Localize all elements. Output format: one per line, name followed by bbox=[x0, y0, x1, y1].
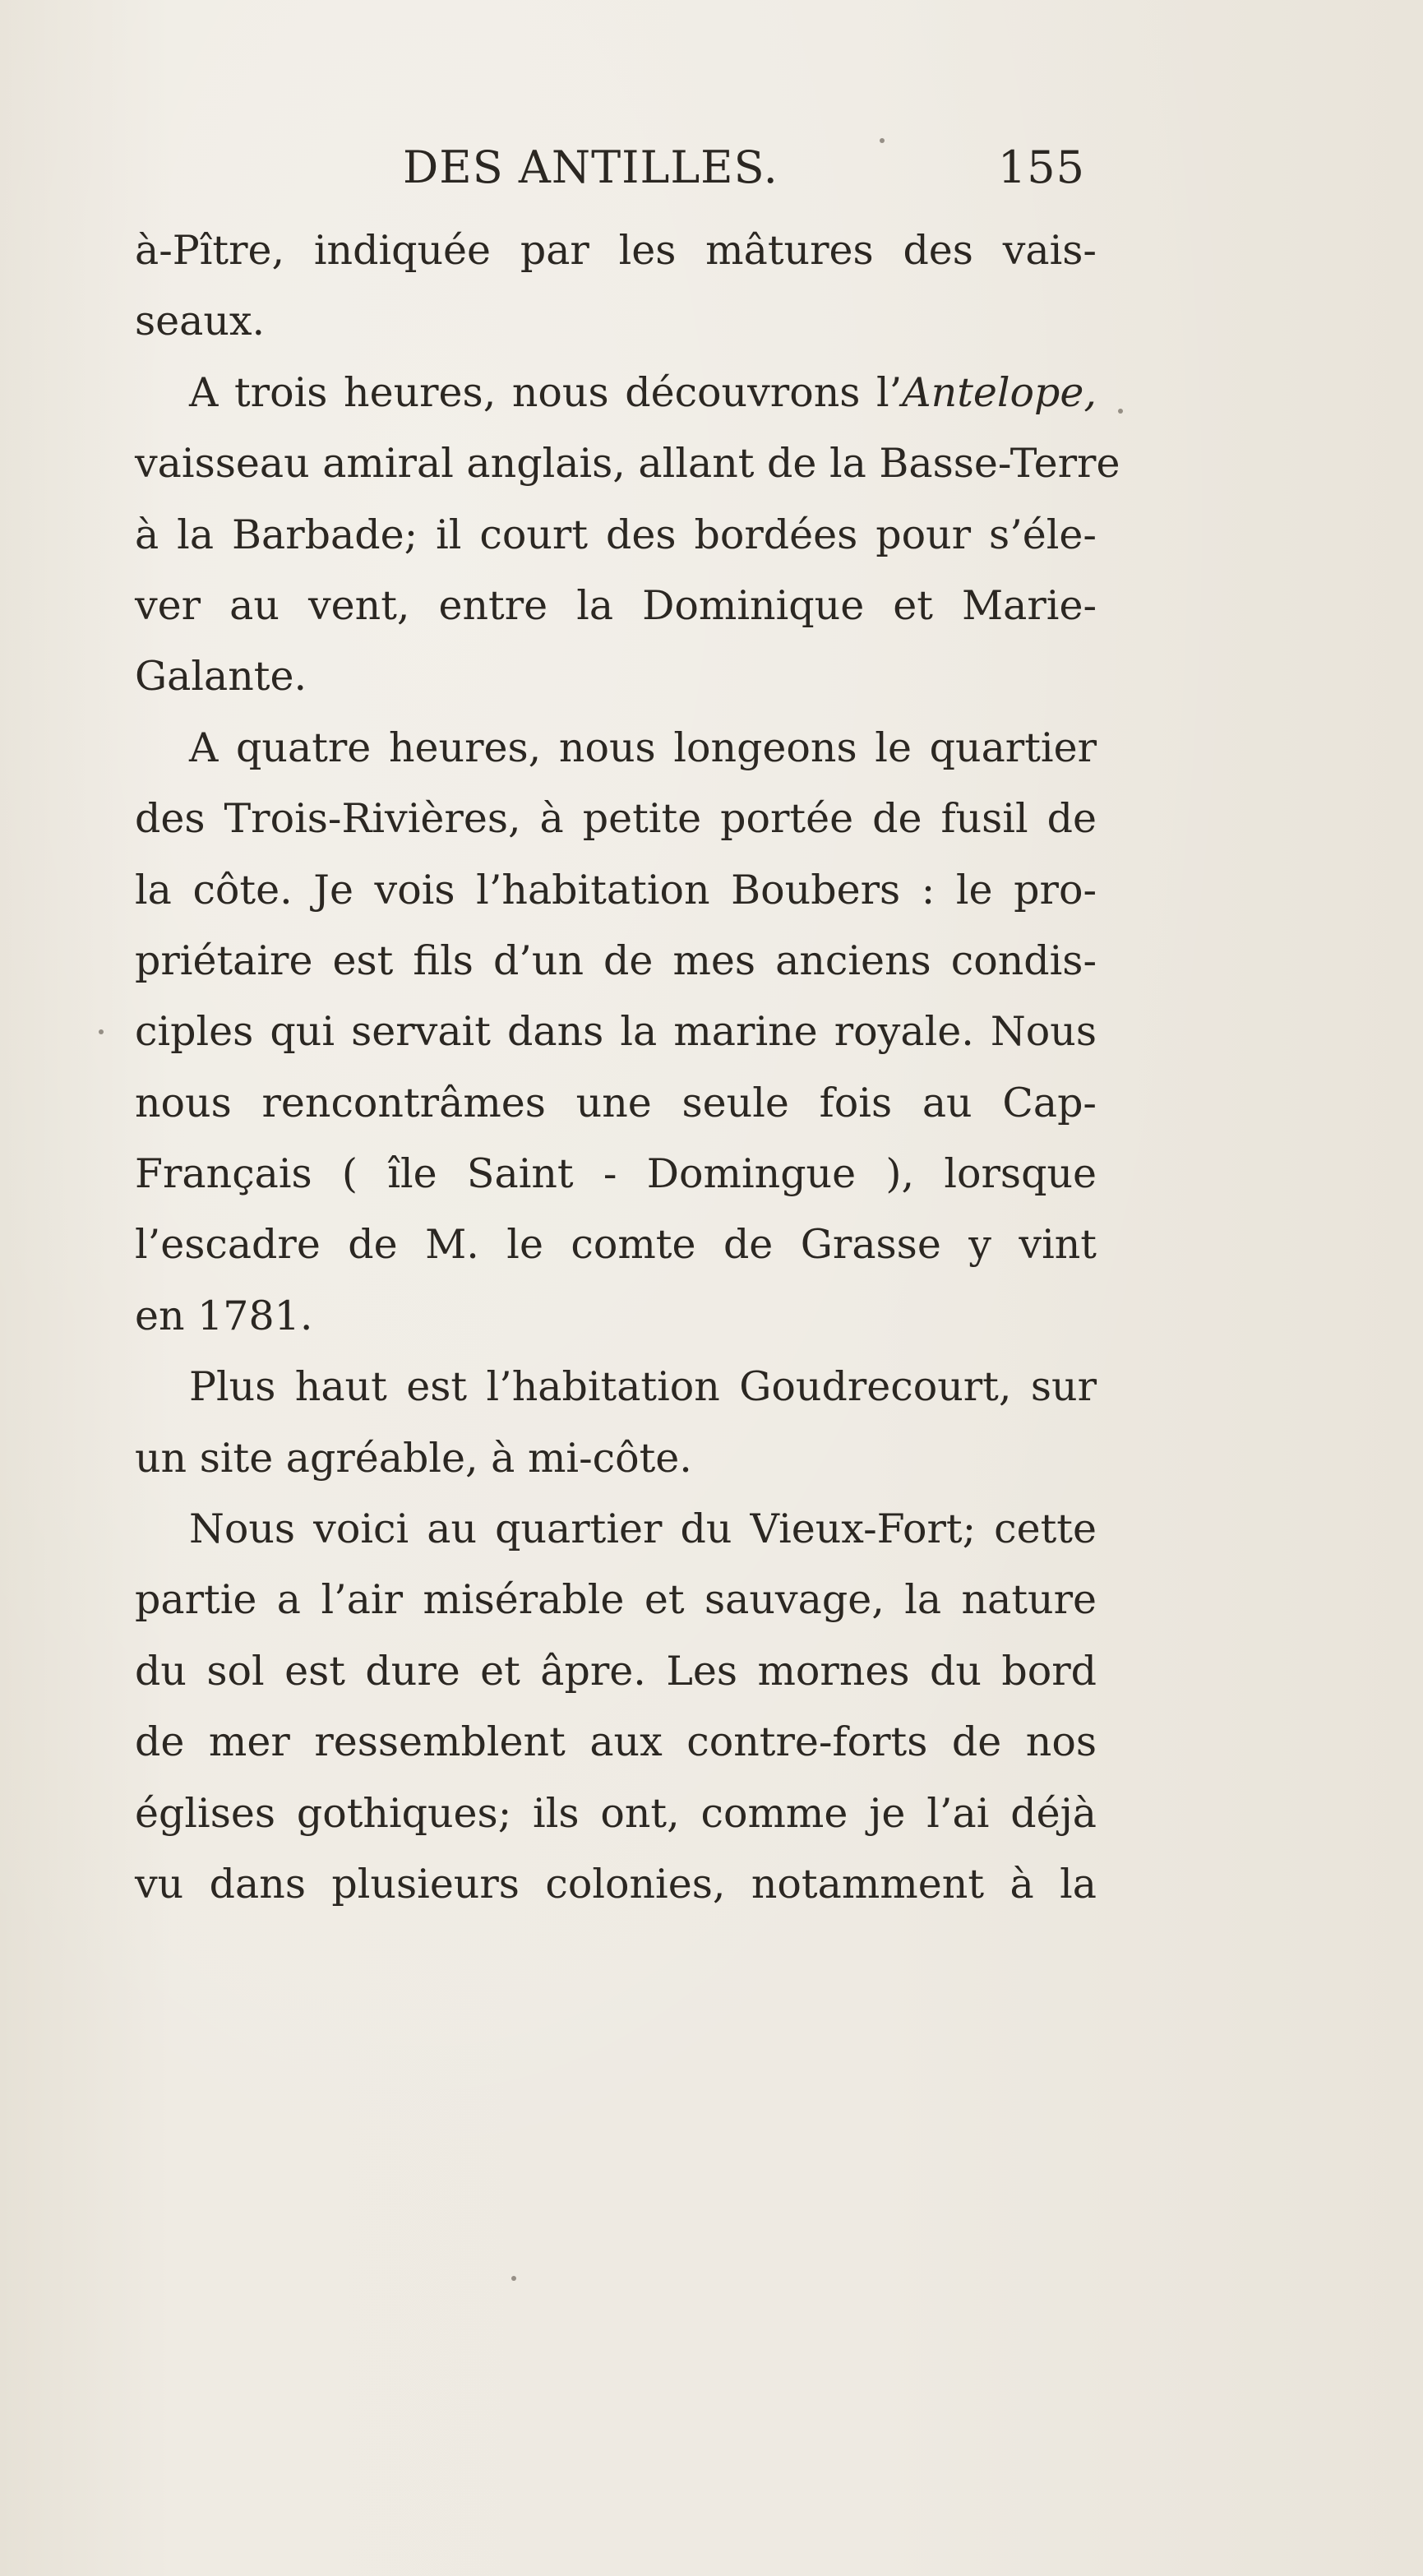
text-line: Français ( île Saint - Domingue ), lorsque bbox=[135, 1150, 1097, 1198]
text-line: A quatre heures, nous longeons le quartier bbox=[189, 724, 1097, 771]
paper-speck bbox=[1118, 409, 1123, 414]
paper-speck bbox=[99, 1029, 104, 1034]
text-line: Galante. bbox=[135, 653, 307, 701]
running-title: DES ANTILLES. bbox=[403, 141, 778, 193]
text-line-part: A trois heures, nous découvrons l’ bbox=[189, 368, 903, 416]
text-line: la côte. Je vois l’habitation Boubers : le pro- bbox=[135, 866, 1097, 913]
text-line: de mer ressemblent aux contre-forts de nos bbox=[135, 1718, 1097, 1766]
text-line: du sol est dure et âpre. Les mornes du bord bbox=[135, 1647, 1097, 1695]
text-line: Plus haut est l’habitation Goudrecourt, sur bbox=[189, 1363, 1097, 1411]
text-line: nous rencontrâmes une seule fois au Cap- bbox=[135, 1079, 1097, 1126]
text-line: vaisseau amiral anglais, allant de la Basse-Terre bbox=[135, 440, 1120, 488]
running-head bbox=[403, 141, 1085, 199]
text-line bbox=[135, 358, 1097, 428]
page-number: 155 bbox=[997, 141, 1085, 193]
paper-speck bbox=[511, 2276, 516, 2281]
text-line: en 1781. bbox=[135, 1292, 313, 1339]
body-text bbox=[135, 215, 1120, 1920]
text-line: des Trois-Rivières, à petite portée de fusil de bbox=[135, 795, 1097, 843]
text-line: partie a l’air misérable et sauvage, la nature bbox=[135, 1576, 1097, 1624]
text-line: seaux. bbox=[135, 298, 266, 345]
text-line: un site agréable, à mi-côte. bbox=[135, 1434, 692, 1482]
text-line: Nous voici au quartier du Vieux-Fort; cette bbox=[189, 1505, 1097, 1553]
text-line: à-Pître, indiquée par les mâtures des vais- bbox=[135, 227, 1097, 274]
text-line: à la Barbade; il court des bordées pour s’éle- bbox=[135, 511, 1097, 558]
text-line: priétaire est fils d’un de mes anciens condis- bbox=[135, 937, 1097, 984]
text-line: ver au vent, entre la Dominique et Marie- bbox=[135, 581, 1097, 629]
text-line: vu dans plusieurs colonies, notamment à la bbox=[135, 1860, 1097, 1908]
text-line: l’escadre de M. le comte de Grasse y vint bbox=[135, 1221, 1097, 1269]
ship-name: Antelope, bbox=[902, 368, 1097, 416]
text-line: églises gothiques; ils ont, comme je l’ai déjà bbox=[135, 1789, 1097, 1837]
text-line: ciples qui servait dans la marine royale. Nous bbox=[135, 1008, 1097, 1056]
paper-speck bbox=[880, 138, 885, 143]
